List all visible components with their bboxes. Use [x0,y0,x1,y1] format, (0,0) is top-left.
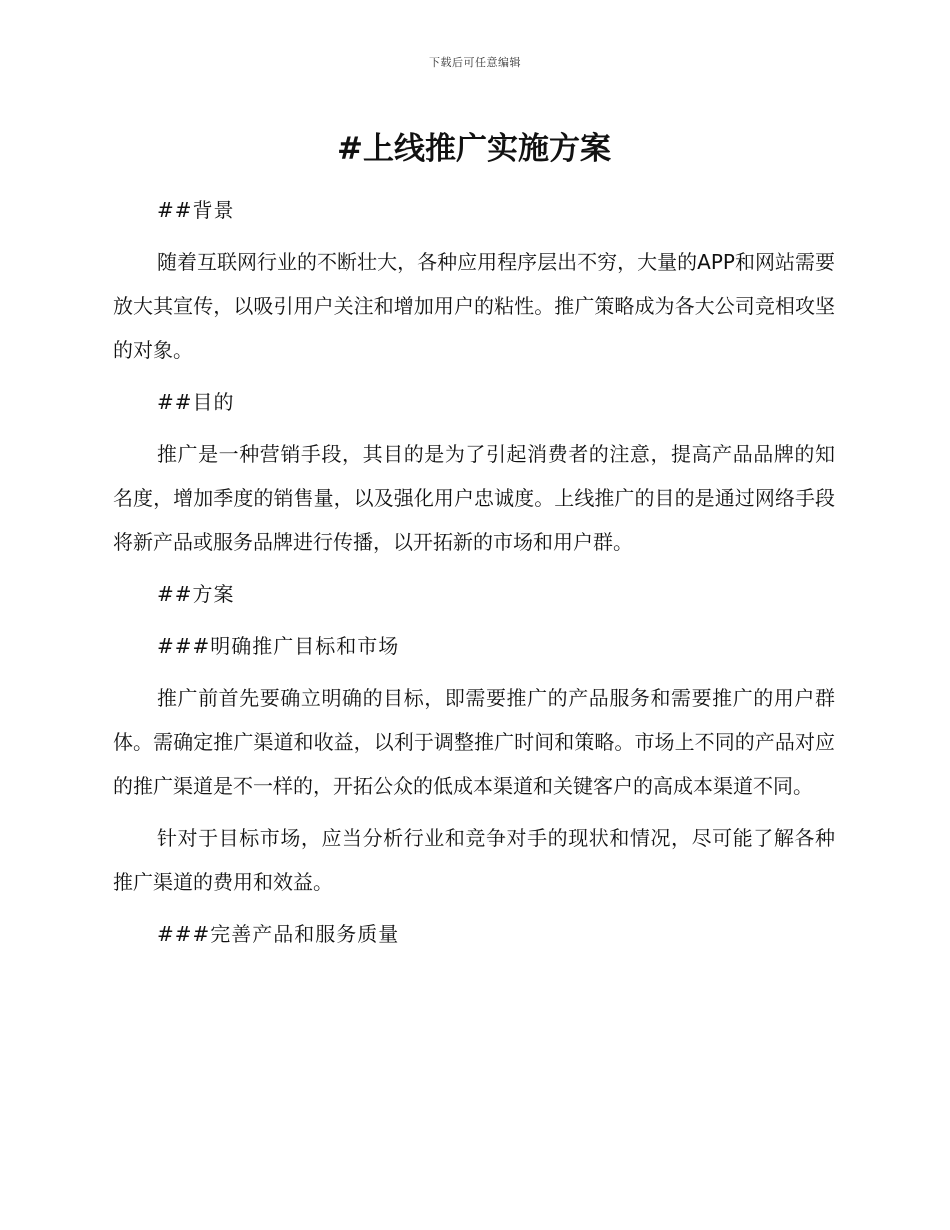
document-content [113,124,835,956]
paragraph-purpose: 推广是一种营销手段，其目的是为了引起消费者的注意，提高产品品牌的知名度，增加季度的销售量，以及强化用户忠诚度。上线推广的目的是通过网络手段将新产品或服务品牌进行传播，以开拓新的市场和用户群。 [113,442,835,554]
paragraph-target-market-1: 推广前首先要确立明确的目标，即需要推广的产品服务和需要推广的用户群体。需确定推广渠道和收益，以利于调整推广时间和策略。市场上不同的产品对应的推广渠道是不一样的，开拓公众的低成本渠道和关键客户的高成本渠道不同。 [113,686,835,798]
document-title: #上线推广实施方案 [337,131,611,167]
section-heading-background: ##背景 [157,198,235,222]
paragraph-target-market-2: 针对于目标市场，应当分析行业和竞争对手的现状和情况，尽可能了解各种推广渠道的费用和效益。 [113,826,835,894]
section-heading-purpose: ##目的 [157,390,235,414]
subsection-heading-target-market: ###明确推广目标和市场 [157,634,400,658]
paragraph-background: 随着互联网行业的不断壮大，各种应用程序层出不穷，大量的APP和网站需要放大其宣传，以吸引用户关注和增加用户的粘性。推广策略成为各大公司竞相攻坚的对象。 [113,250,835,362]
section-heading-plan: ##方案 [157,582,235,606]
header-note: 下载后可任意编辑 [429,56,521,69]
subsection-heading-product-quality: ###完善产品和服务质量 [157,922,400,946]
